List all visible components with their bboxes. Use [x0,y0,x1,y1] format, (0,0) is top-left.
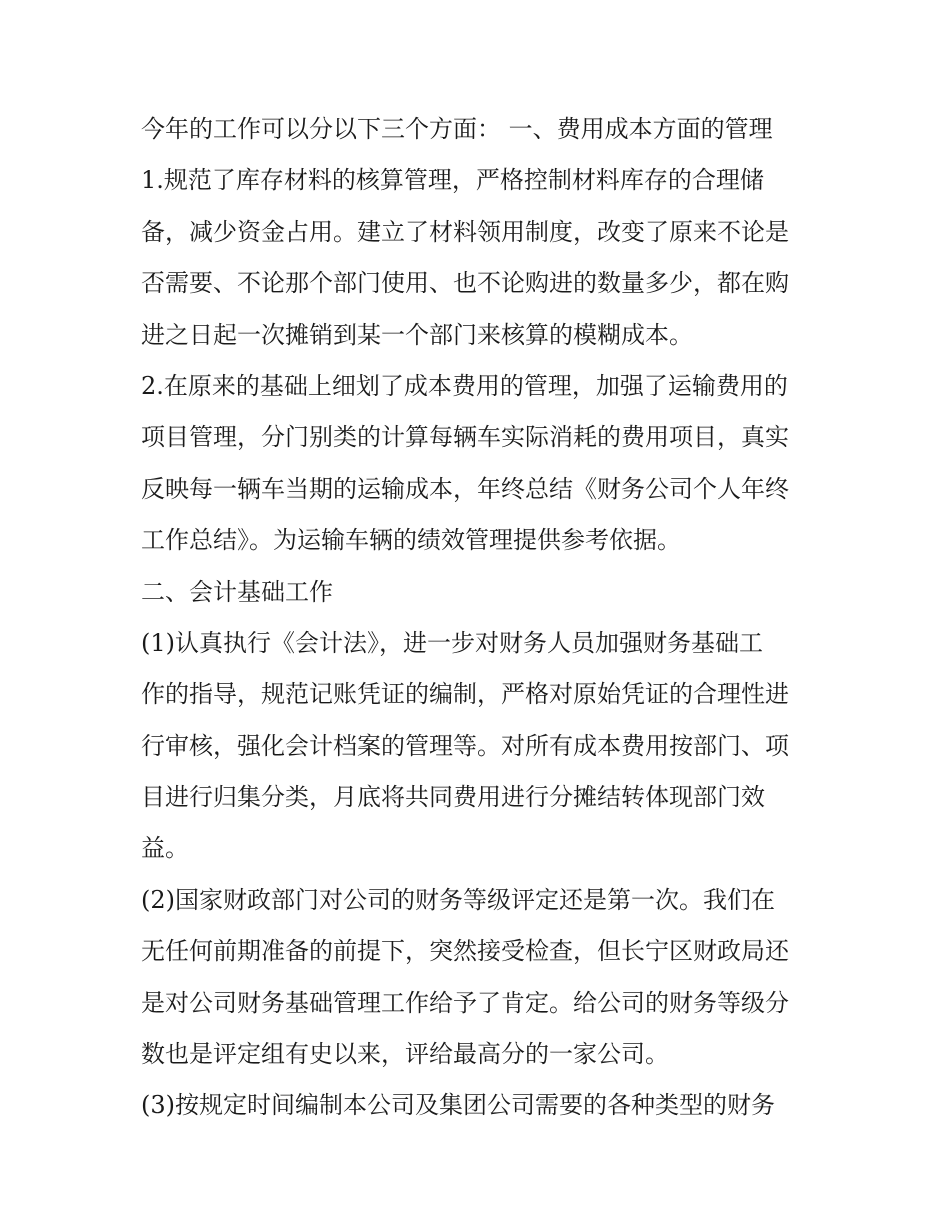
text-line: 备，减少资金占用。建立了材料领用制度，改变了原来不论是 [141,217,789,246]
text-line: 进之日起一次摊销到某一个部门来核算的模糊成本。 [141,320,693,349]
text-line: 数也是评定组有史以来，评给最高分的一家公司。 [141,1040,669,1069]
text-line: 益。 [141,834,189,863]
text-line: 作的指导，规范记账凭证的编制，严格对原始凭证的合理性进 [141,680,789,709]
text-line: 反映每一辆车当期的运输成本，年终总结《财务公司个人年终 [141,474,789,503]
section-heading: 二、会计基础工作 [141,577,333,606]
text-line: 项目管理，分门别类的计算每辆车实际消耗的费用项目，真实 [141,423,789,452]
text-line: 无任何前期准备的前提下，突然接受检查，但长宁区财政局还 [141,937,789,966]
text-line: 行审核，强化会计档案的管理等。对所有成本费用按部门、项 [141,731,789,760]
text-line: 是对公司财务基础管理工作给予了肯定。给公司的财务等级分 [141,988,789,1017]
text-line: 目进行归集分类，月底将共同费用进行分摊结转体现部门效 [141,783,765,812]
text-line: (1)认真执行《会计法》，进一步对财务人员加强财务基础工 [141,628,763,657]
text-line: 否需要、不论那个部门使用、也不论购进的数量多少，都在购 [141,269,789,298]
text-line: 1.规范了库存材料的核算管理，严格控制材料库存的合理储 [141,166,764,195]
text-line: 2.在原来的基础上细划了成本费用的管理，加强了运输费用的 [141,371,788,400]
document-body [141,104,821,1132]
text-line: 今年的工作可以分以下三个方面： 一、费用成本方面的管理 [141,115,773,143]
text-line: 工作总结》。为运输车辆的绩效管理提供参考依据。 [141,526,681,555]
text-line: (3)按规定时间编制本公司及集团公司需要的各种类型的财务 [141,1091,775,1120]
text-line: (2)国家财政部门对公司的财务等级评定还是第一次。我们在 [141,885,775,914]
